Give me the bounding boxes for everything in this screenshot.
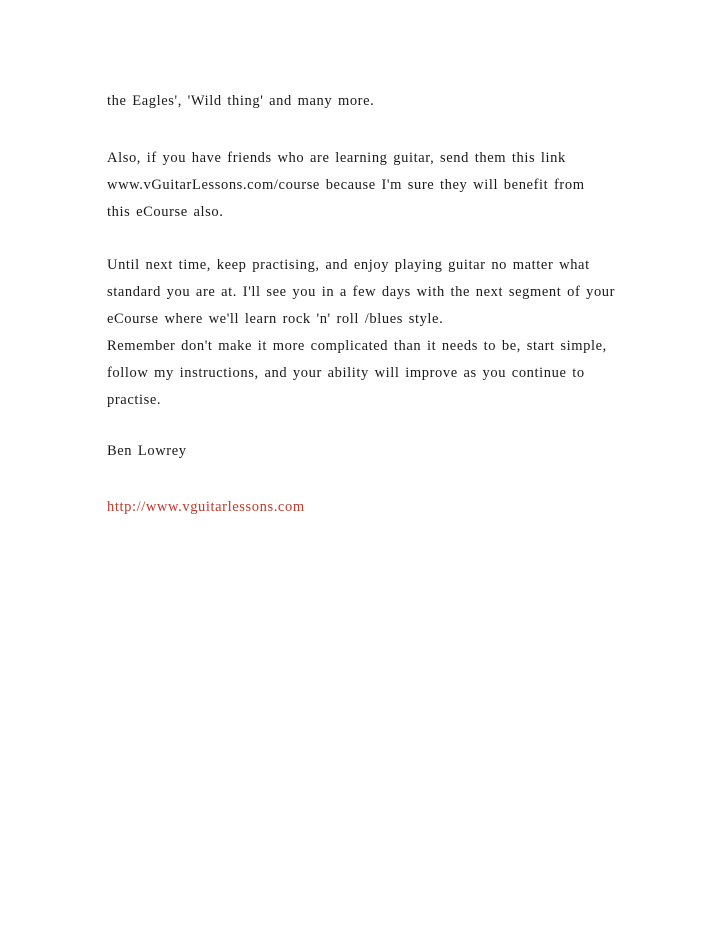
paragraph-intro-end [107,88,667,115]
text-line: the Eagles', 'Wild thing' and many more. [107,93,375,109]
signature-block [107,438,667,465]
text-line: practise. [107,392,162,408]
text-line: standard you are at. I'll see you in a few days with the next segment of your [107,284,616,300]
website-block [107,494,667,521]
text-line: this eCourse also. [107,204,224,220]
text-line: follow my instructions, and your ability will improve as you continue to [107,365,585,381]
paragraph-share-course [107,145,667,226]
text-line: www.vGuitarLessons.com/course because I'm sure they will benefit from [107,177,585,193]
text-line: Remember don't make it more complicated than it needs to be, start simple, [107,338,607,354]
website-link[interactable]: http://www.vguitarlessons.com [107,499,305,515]
text-line: Also, if you have friends who are learning guitar, send them this link [107,150,566,166]
text-line: Until next time, keep practising, and enjoy playing guitar no matter what [107,257,590,273]
text-line: eCourse where we'll learn rock 'n' roll /blues style. [107,311,444,327]
signature-name: Ben Lowrey [107,443,187,459]
paragraph-closing [107,252,667,414]
